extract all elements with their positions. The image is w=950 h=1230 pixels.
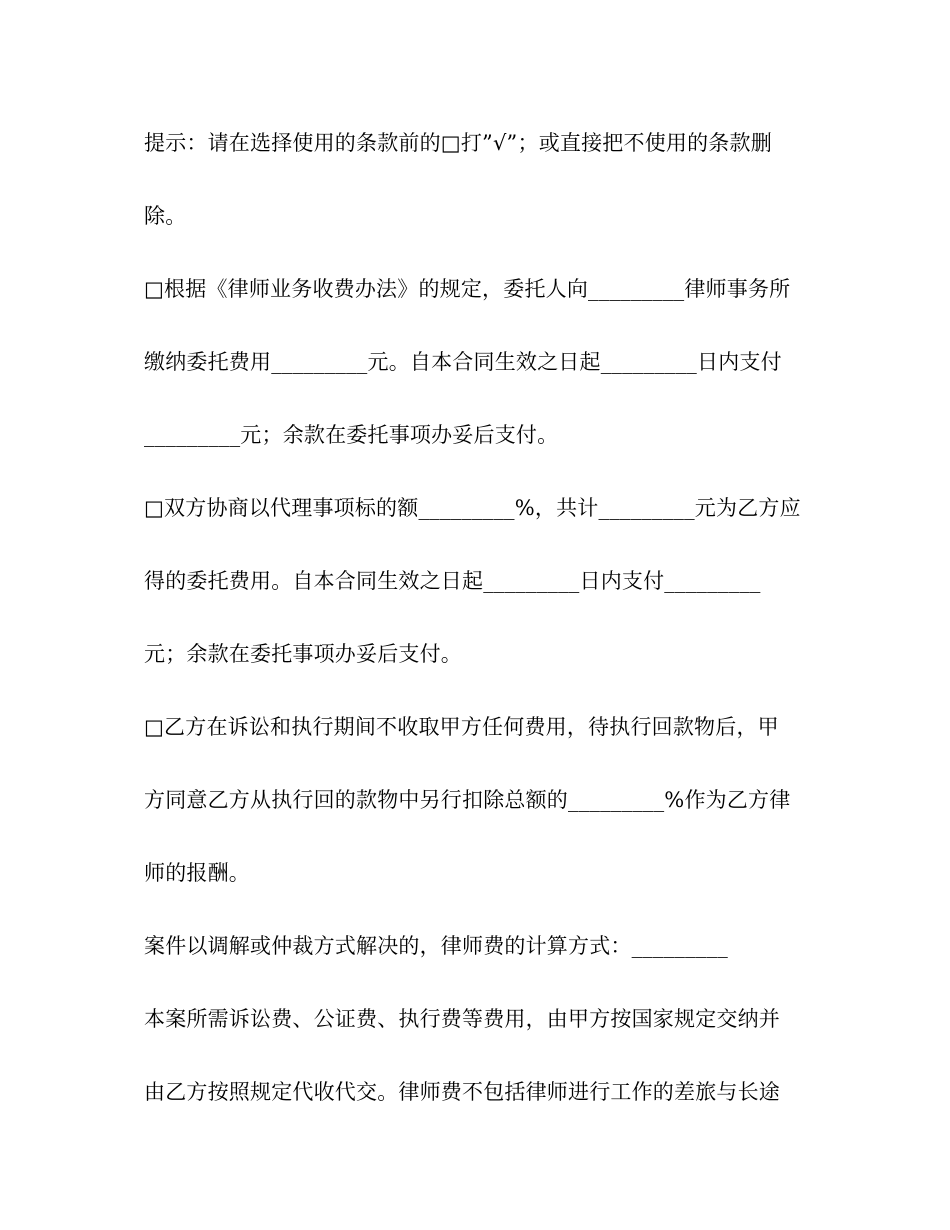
clause-3-line-1: □乙方在诉讼和执行期间不收取甲方任何费用，待执行回款物后，甲 bbox=[144, 715, 779, 739]
clause-2-line-1: □双方协商以代理事项标的额_________%，共计_________元为乙方应 bbox=[144, 496, 801, 520]
clause-1-line-2: 缴纳委托费用_________元。自本合同生效之日起_________日内支付 bbox=[144, 350, 782, 374]
costs-line-2: 由乙方按照规定代收代交。律师费不包括律师进行工作的差旅与长途 bbox=[144, 1080, 780, 1104]
hint-line-2: 除。 bbox=[144, 204, 187, 228]
clause-3-line-3: 师的报酬。 bbox=[144, 861, 250, 885]
clause-1-line-3: _________元；余款在委托事项办妥后支付。 bbox=[144, 423, 559, 447]
costs-line-1: 本案所需诉讼费、公证费、执行费等费用，由甲方按国家规定交纳并 bbox=[144, 1007, 780, 1031]
clause-1-line-1: □根据《律师业务收费办法》的规定，委托人向_________律师事务所 bbox=[144, 277, 791, 301]
mediation-fee-line: 案件以调解或仲裁方式解决的，律师费的计算方式：_________ bbox=[144, 934, 728, 958]
hint-line-1: 提示：请在选择使用的条款前的□打”√”；或直接把不使用的条款删 bbox=[144, 131, 772, 155]
clause-3-line-2: 方同意乙方从执行回的款物中另行扣除总额的_________%作为乙方律 bbox=[144, 788, 791, 812]
clause-2-line-3: 元；余款在委托事项办妥后支付。 bbox=[144, 642, 462, 666]
clause-2-line-2: 得的委托费用。自本合同生效之日起_________日内支付_________ bbox=[144, 569, 761, 593]
